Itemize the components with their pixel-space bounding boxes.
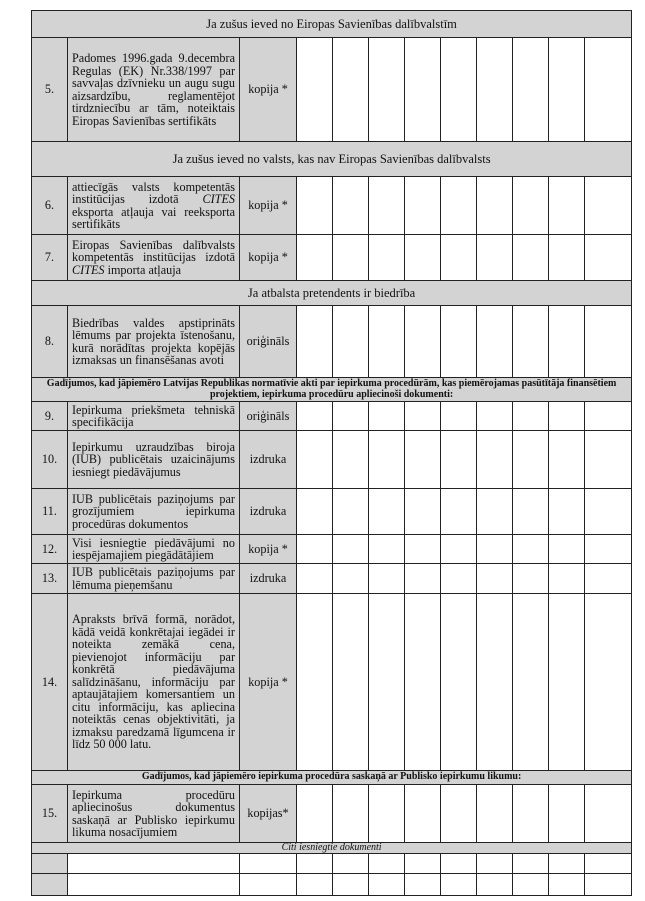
empty-cell xyxy=(333,177,369,235)
other-documents-title: Citi iesniegtie dokumenti xyxy=(32,843,632,854)
empty-cell xyxy=(513,535,549,564)
empty-cell xyxy=(585,235,632,281)
empty-cell xyxy=(585,402,632,431)
table-row xyxy=(32,535,632,564)
empty-cell xyxy=(369,785,405,843)
empty-cell xyxy=(549,177,585,235)
empty-cell xyxy=(477,38,513,142)
empty-cell xyxy=(333,564,369,594)
table-row xyxy=(32,785,632,843)
row-number: 7. xyxy=(32,235,68,281)
empty-cell xyxy=(240,874,297,896)
empty-cell xyxy=(405,38,441,142)
section-association-title: Ja atbalsta pretendents ir biedrība xyxy=(32,281,632,306)
empty-cell xyxy=(513,874,549,896)
document-description: Biedrības valdes apstiprināts lēmums par projekta īstenošanu, kurā norādītas projekta kopējās izmaksas un finansēšanas avoti xyxy=(68,306,240,378)
empty-cell xyxy=(68,854,240,874)
table-row xyxy=(32,402,632,431)
row-number: 9. xyxy=(32,402,68,431)
empty-cell xyxy=(333,594,369,771)
empty-cell xyxy=(441,177,477,235)
empty-cell xyxy=(333,785,369,843)
empty-cell xyxy=(549,594,585,771)
empty-cell xyxy=(405,306,441,378)
table-row xyxy=(32,874,632,896)
empty-cell xyxy=(441,431,477,489)
section-header-row xyxy=(32,11,632,38)
document-description: attiecīgās valsts kompetentās institūcijas izdotā CITES eksporta atļauja vai reeksporta sertifikāts xyxy=(68,177,240,235)
empty-cell xyxy=(513,177,549,235)
empty-cell xyxy=(297,785,333,843)
empty-cell xyxy=(441,489,477,535)
row-number: 6. xyxy=(32,177,68,235)
empty-cell xyxy=(297,177,333,235)
public-law-note: Gadījumos, kad jāpiemēro iepirkuma procedūra saskaņā ar Publisko iepirkumu likumu: xyxy=(32,771,632,785)
empty-cell xyxy=(333,874,369,896)
empty-cell xyxy=(549,874,585,896)
procurement-note: Gadījumos, kad jāpiemēro Latvijas Republikas normatīvie akti par iepirkuma procedūrām, kas piemērojamas pasūtītāja finansētiem projektiem, iepirkuma procedūru apliecinoši dokumenti: xyxy=(32,378,632,402)
empty-cell xyxy=(513,402,549,431)
empty-cell xyxy=(585,564,632,594)
empty-cell xyxy=(405,177,441,235)
row-number: 13. xyxy=(32,564,68,594)
table-row xyxy=(32,489,632,535)
empty-cell xyxy=(297,235,333,281)
document-type: oriģināls xyxy=(240,402,297,431)
table-row xyxy=(32,564,632,594)
empty-cell xyxy=(297,38,333,142)
empty-cell xyxy=(333,402,369,431)
empty-cell xyxy=(585,489,632,535)
document-description: Eiropas Savienības dalībvalsts kompetentās institūcijas izdotā CITES importa atļauja xyxy=(68,235,240,281)
empty-cell xyxy=(477,306,513,378)
empty-cell xyxy=(240,854,297,874)
empty-cell xyxy=(297,306,333,378)
empty-cell xyxy=(405,854,441,874)
document-description: Visi iesniegtie piedāvājumi no iespējamajiem piegādātājiem xyxy=(68,535,240,564)
empty-cell xyxy=(585,785,632,843)
empty-cell xyxy=(333,235,369,281)
empty-cell xyxy=(585,874,632,896)
row-number: 8. xyxy=(32,306,68,378)
empty-cell xyxy=(441,535,477,564)
empty-cell xyxy=(477,564,513,594)
empty-cell xyxy=(513,489,549,535)
empty-cell xyxy=(369,177,405,235)
row-number: 12. xyxy=(32,535,68,564)
table-row xyxy=(32,854,632,874)
empty-cell xyxy=(549,854,585,874)
empty-cell xyxy=(477,431,513,489)
section-eu-title: Ja zušus ieved no Eiropas Savienības dalībvalstīm xyxy=(32,11,632,38)
empty-cell xyxy=(477,489,513,535)
empty-cell xyxy=(297,489,333,535)
document-description: IUB publicētais paziņojums par grozījumiem iepirkuma procedūras dokumentos xyxy=(68,489,240,535)
section-header-row xyxy=(32,281,632,306)
empty-cell xyxy=(297,402,333,431)
document-type: kopijas* xyxy=(240,785,297,843)
empty-cell xyxy=(369,594,405,771)
row-number: 10. xyxy=(32,431,68,489)
document-type: kopija * xyxy=(240,177,297,235)
empty-cell xyxy=(549,235,585,281)
empty-cell xyxy=(405,594,441,771)
empty-cell xyxy=(585,177,632,235)
document-description: IUB publicētais paziņojums par lēmuma pieņemšanu xyxy=(68,564,240,594)
empty-cell xyxy=(297,535,333,564)
empty-cell xyxy=(369,38,405,142)
empty-cell xyxy=(297,431,333,489)
empty-cell xyxy=(68,874,240,896)
empty-cell xyxy=(405,785,441,843)
document-checklist-table xyxy=(31,10,632,896)
empty-cell xyxy=(477,535,513,564)
empty-cell xyxy=(441,306,477,378)
empty-cell xyxy=(32,854,68,874)
row-number: 15. xyxy=(32,785,68,843)
empty-cell xyxy=(513,785,549,843)
empty-cell xyxy=(405,535,441,564)
table-row xyxy=(32,306,632,378)
document-type: izdruka xyxy=(240,489,297,535)
empty-cell xyxy=(549,306,585,378)
empty-cell xyxy=(369,402,405,431)
document-type: kopija * xyxy=(240,535,297,564)
document-type: izdruka xyxy=(240,564,297,594)
empty-cell xyxy=(441,594,477,771)
table-row xyxy=(32,177,632,235)
empty-cell xyxy=(477,874,513,896)
empty-cell xyxy=(513,564,549,594)
document-type: kopija * xyxy=(240,235,297,281)
empty-cell xyxy=(585,535,632,564)
document-description: Iepirkuma procedūru apliecinošus dokumentus saskaņā ar Publisko iepirkumu likuma nosacījumiem xyxy=(68,785,240,843)
empty-cell xyxy=(585,854,632,874)
empty-cell xyxy=(297,564,333,594)
empty-cell xyxy=(369,489,405,535)
empty-cell xyxy=(333,854,369,874)
table-row xyxy=(32,594,632,771)
empty-cell xyxy=(405,431,441,489)
empty-cell xyxy=(405,564,441,594)
empty-cell xyxy=(297,854,333,874)
document-type: kopija * xyxy=(240,38,297,142)
section-header-row xyxy=(32,142,632,177)
empty-cell xyxy=(297,594,333,771)
empty-cell xyxy=(513,235,549,281)
empty-cell xyxy=(549,535,585,564)
empty-cell xyxy=(513,594,549,771)
empty-cell xyxy=(477,402,513,431)
empty-cell xyxy=(477,235,513,281)
document-type: oriģināls xyxy=(240,306,297,378)
empty-cell xyxy=(333,489,369,535)
document-type: izdruka xyxy=(240,431,297,489)
empty-cell xyxy=(477,594,513,771)
empty-cell xyxy=(369,854,405,874)
document-description: Apraksts brīvā formā, norādot, kādā veidā konkrētajai iegādei ir noteikta zemākā cena, pievienojot informāciju par konkrētā piedāvājuma salīdzināšanu, informāciju par aptaujātajiem komersantiem un citu informāciju, kas apliecina noteiktās cenas objektivitāti, ja izmaksu paredzamā līgumcena ir līdz 50 000 latu. xyxy=(68,594,240,771)
empty-cell xyxy=(369,874,405,896)
empty-cell xyxy=(405,874,441,896)
document-type: kopija * xyxy=(240,594,297,771)
empty-cell xyxy=(549,431,585,489)
empty-cell xyxy=(441,785,477,843)
section-non-eu-title: Ja zušus ieved no valsts, kas nav Eiropas Savienības dalībvalsts xyxy=(32,142,632,177)
empty-cell xyxy=(405,235,441,281)
empty-cell xyxy=(369,431,405,489)
document-description: Iepirkuma priekšmeta tehniskā specifikācija xyxy=(68,402,240,431)
empty-cell xyxy=(333,431,369,489)
empty-cell xyxy=(585,594,632,771)
empty-cell xyxy=(549,489,585,535)
row-number: 14. xyxy=(32,594,68,771)
empty-cell xyxy=(333,535,369,564)
empty-cell xyxy=(513,854,549,874)
empty-cell xyxy=(477,177,513,235)
table-row xyxy=(32,235,632,281)
empty-cell xyxy=(297,874,333,896)
row-number: 5. xyxy=(32,38,68,142)
empty-cell xyxy=(405,489,441,535)
empty-cell xyxy=(549,564,585,594)
note-row xyxy=(32,843,632,854)
empty-cell xyxy=(441,235,477,281)
empty-cell xyxy=(441,38,477,142)
empty-cell xyxy=(369,306,405,378)
row-number: 11. xyxy=(32,489,68,535)
document-description: Iepirkumu uzraudzības biroja (IUB) publicētais uzaicinājums iesniegt piedāvājumus xyxy=(68,431,240,489)
empty-cell xyxy=(585,38,632,142)
empty-cell xyxy=(441,874,477,896)
empty-cell xyxy=(477,854,513,874)
note-row xyxy=(32,378,632,402)
empty-cell xyxy=(549,402,585,431)
note-row xyxy=(32,771,632,785)
empty-cell xyxy=(441,402,477,431)
empty-cell xyxy=(441,854,477,874)
empty-cell xyxy=(513,431,549,489)
empty-cell xyxy=(513,306,549,378)
empty-cell xyxy=(369,235,405,281)
empty-cell xyxy=(333,38,369,142)
empty-cell xyxy=(441,564,477,594)
empty-cell xyxy=(585,306,632,378)
empty-cell xyxy=(513,38,549,142)
empty-cell xyxy=(369,535,405,564)
table-row xyxy=(32,38,632,142)
empty-cell xyxy=(369,564,405,594)
empty-cell xyxy=(405,402,441,431)
table-row xyxy=(32,431,632,489)
document-description: Padomes 1996.gada 9.decembra Regulas (EK) Nr.338/1997 par savvaļas dzīvnieku un augu sugu aizsardzību, reglamentējot tirdzniecību ar tām, noteiktais Eiropas Savienības sertifikāts xyxy=(68,38,240,142)
empty-cell xyxy=(549,38,585,142)
empty-cell xyxy=(477,785,513,843)
empty-cell xyxy=(333,306,369,378)
empty-cell xyxy=(32,874,68,896)
empty-cell xyxy=(585,431,632,489)
empty-cell xyxy=(549,785,585,843)
